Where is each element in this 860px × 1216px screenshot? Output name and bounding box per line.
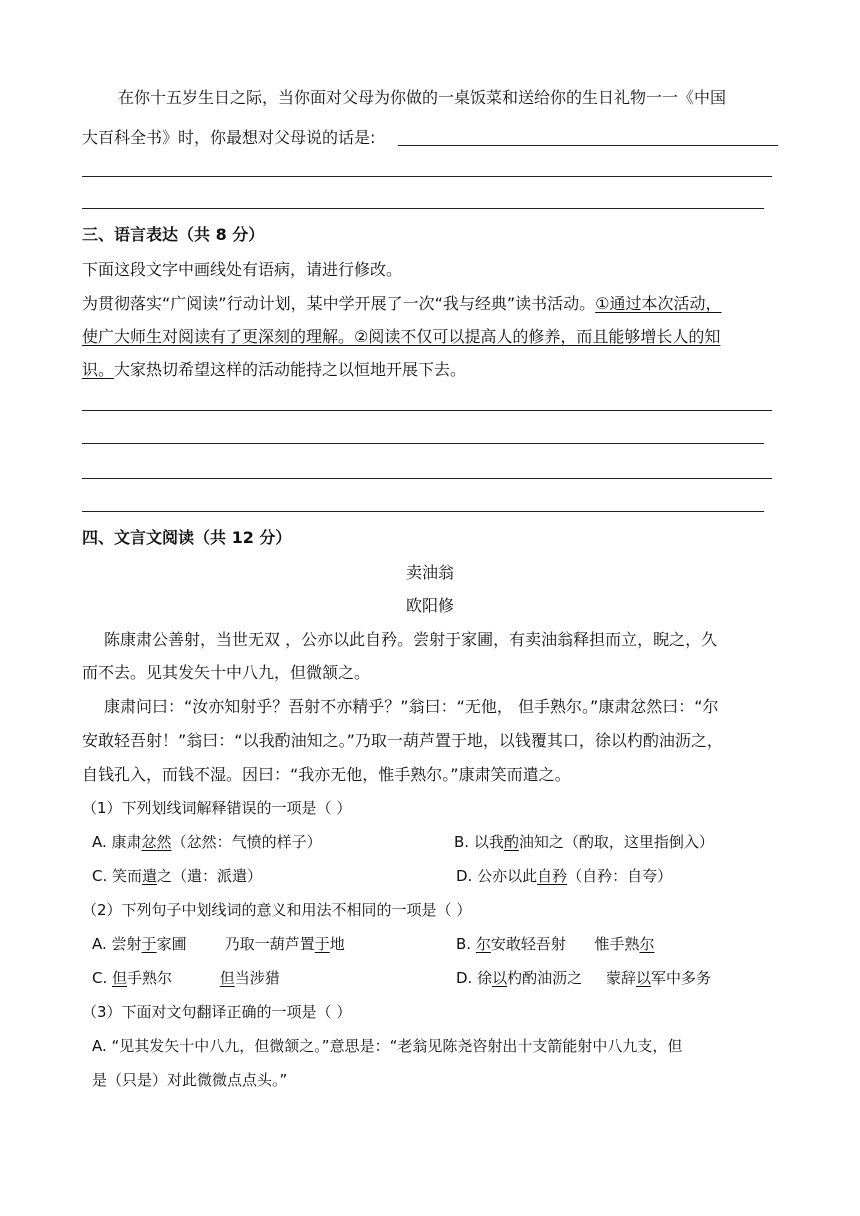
q1-option-c[interactable] (92, 866, 262, 886)
underlined-text: 使广大师生对阅读有了更深刻的理解。②阅读不仅可以提高人的修养，而且能够增长人的知 (82, 327, 721, 346)
q2-option-c[interactable] (92, 968, 280, 988)
underlined-word: 忿然 (141, 833, 172, 851)
underlined-word: 自矜 (537, 867, 568, 885)
underlined-word: 但 (219, 969, 235, 987)
answer-line[interactable] (82, 478, 772, 479)
q2-option-a[interactable] (92, 934, 345, 954)
q3-option-a-line2[interactable]: 是（只是）对此微微点点头。” (92, 1071, 288, 1089)
option-text: 军中多务 (650, 969, 711, 987)
underlined-word: 于 (141, 935, 157, 953)
text-author: 欧阳修 (405, 596, 454, 615)
option-text: 之（遣：派遣） (157, 867, 263, 885)
question3-stem: （3）下面对文句翻译正确的一项是（ ） (82, 1003, 352, 1021)
option-text: 手熟尔 (127, 969, 220, 987)
q2-option-b[interactable] (456, 934, 654, 954)
q3-option-a-line1[interactable]: A. “见其发矢十中八九，但微颔之。”意思是：“老翁见陈尧咨射出十支箭能射中八九支，但 (92, 1037, 683, 1055)
section3-paragraph-line3 (82, 360, 466, 380)
q1-option-a[interactable] (92, 832, 322, 852)
option-text: A. 尝射 (92, 935, 142, 953)
option-text: 地 (329, 935, 345, 953)
underlined-word: 尔 (639, 935, 655, 953)
q2-option-d[interactable] (456, 968, 711, 988)
section3-instruction: 下面这段文字中画线处有语病，请进行修改。 (82, 260, 403, 279)
question2-stem: （2）下列句子中划线词的意义和用法不相同的一项是（ ） (82, 901, 472, 919)
option-text: 当涉猎 (234, 969, 280, 987)
underlined-word: 以 (492, 969, 508, 987)
underlined-word: 尔 (475, 935, 491, 953)
classical-text-line: 康肃问曰：“汝亦知射乎？吾射不亦精乎？”翁曰：“无他， 但手熟尔。”康肃忿然曰：“尔 (104, 697, 719, 716)
option-text: C. 笑而 (92, 867, 143, 885)
classical-text-line: 陈康肃公善射，当世无双 ，公亦以此自矜。尝射于家圃，有卖油翁释担而立，睨之，久 (104, 630, 718, 649)
option-text: D. 公亦以此 (456, 867, 538, 885)
answer-line[interactable] (82, 208, 764, 209)
answer-line[interactable] (398, 145, 778, 146)
option-text: （自矜：自夸） (567, 867, 673, 885)
option-text: 杓酌油沥之 蒙辞 (507, 969, 636, 987)
option-text: 油知之（酌取，这里指倒入） (518, 833, 714, 851)
option-text: B. 以我 (454, 833, 504, 851)
answer-line[interactable] (82, 410, 772, 411)
q1-option-b[interactable] (454, 832, 714, 852)
section4-heading: 四、文言文阅读（共 12 分） (82, 528, 292, 547)
option-text: B. (456, 935, 476, 953)
option-text: A. 康肃 (92, 833, 142, 851)
underlined-word: 以 (635, 969, 651, 987)
classical-text-line: 自钱孔入，而钱不湿。因曰：“我亦无他，惟手熟尔。”康肃笑而遣之。 (82, 765, 571, 784)
underlined-word: 遣 (142, 867, 158, 885)
option-text: C. (92, 969, 113, 987)
section3-paragraph-line2 (82, 327, 720, 347)
essay-prompt-line2: 大百科全书》时，你最想对父母说的话是: (82, 128, 376, 147)
answer-line[interactable] (82, 511, 764, 512)
answer-line[interactable] (82, 443, 764, 444)
paragraph-text: 大家热切希望这样的活动能持之以恒地开展下去。 (114, 360, 467, 379)
essay-prompt-line1: 在你十五岁生日之际，当你面对父母为你做的一桌饭菜和送给你的生日礼物一一《中国 (118, 88, 727, 107)
section3-paragraph-line1 (82, 294, 722, 314)
paragraph-text: 为贯彻落实“广阅读”行动计划，某中学开展了一次“我与经典”读书活动。 (82, 294, 596, 313)
classical-text-line: 而不去。见其发矢十中八九，但微颔之。 (82, 663, 371, 682)
option-text: 家圃 乃取一葫芦置 (156, 935, 315, 953)
option-text: 安敢轻吾射 惟手熟 (490, 935, 640, 953)
text-title: 卖油翁 (405, 563, 454, 582)
underlined-word: 但 (112, 969, 128, 987)
option-text: （忿然：气愤的样子） (171, 833, 322, 851)
answer-line[interactable] (82, 176, 772, 177)
underlined-text: 识。 (82, 360, 115, 379)
option-text: D. 徐 (456, 969, 493, 987)
section3-heading: 三、语言表达（共 8 分） (82, 225, 265, 244)
question1-stem: （1）下列划线词解释错误的一项是（ ） (82, 799, 352, 817)
q1-option-d[interactable] (456, 866, 672, 886)
underlined-text: ①通过本次活动， (595, 294, 722, 313)
classical-text-line: 安敢轻吾射！”翁曰：“以我酌油知之。”乃取一葫芦置于地，以钱覆其口，徐以杓酌油沥之， (82, 731, 723, 750)
underlined-word: 酌 (503, 833, 519, 851)
underlined-word: 于 (314, 935, 330, 953)
